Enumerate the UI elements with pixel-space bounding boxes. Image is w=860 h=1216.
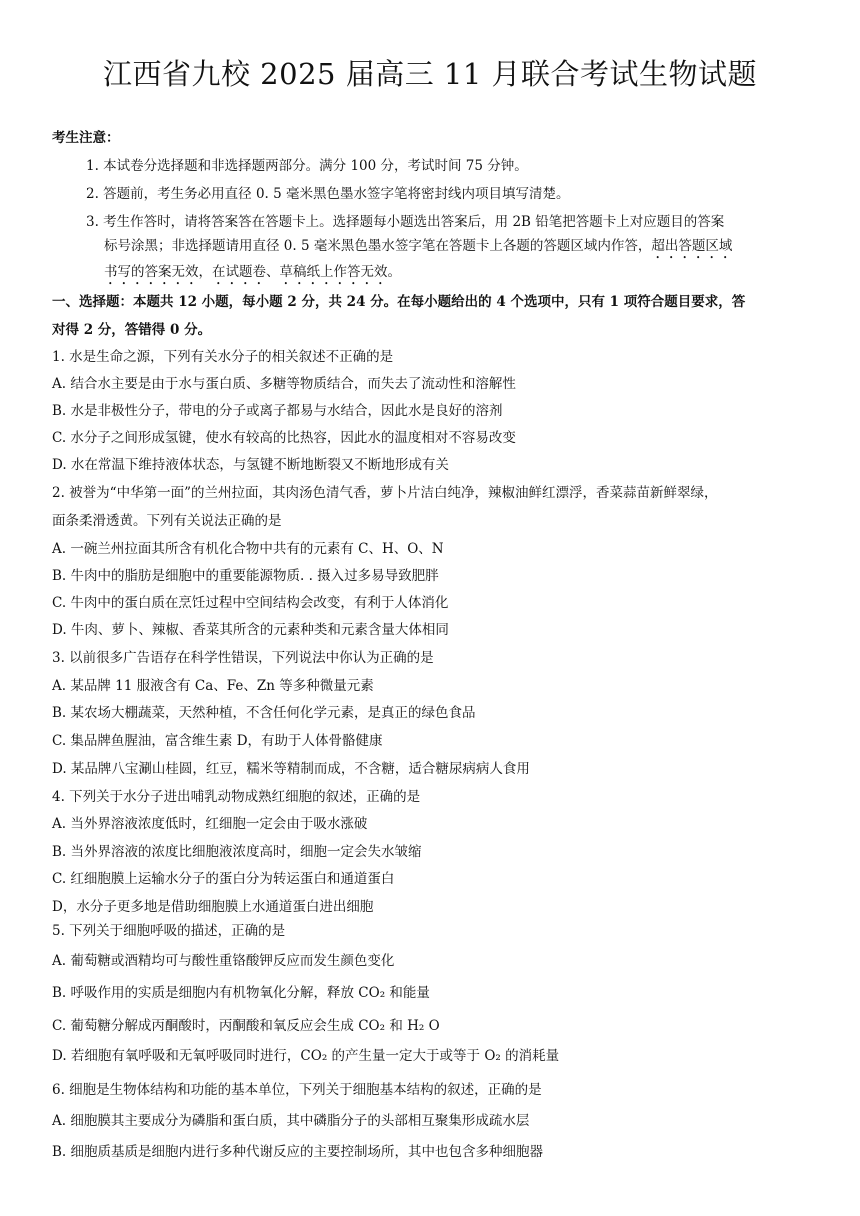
emphasis-text: 在试题卷、草稿纸上作答无效: [212, 264, 388, 280]
notice-text: 。: [387, 264, 401, 280]
notice-item: 1. 本试卷分选择题和非选择题两部分。满分 100 分，考试时间 75 分钟。: [86, 158, 528, 174]
question-option: C. 牛肉中的蛋白质在烹饪过程中空间结构会改变，有利于人体消化: [52, 595, 449, 611]
question-option: A. 葡萄糖或酒精均可与酸性重铬酸钾反应而发生颜色变化: [52, 953, 395, 969]
notice-item: 2. 答题前，考生务必用直径 0. 5 毫米黑色墨水签字笔将密封线内项目填写清楚。: [86, 186, 570, 202]
question-option: B. 细胞质基质是细胞内进行多种代谢反应的主要控制场所，其中也包含多种细胞器: [52, 1144, 544, 1160]
question-option: D. 若细胞有氧呼吸和无氧呼吸同时进行，CO₂ 的产生量一定大于或等于 O₂ 的消耗量: [52, 1048, 560, 1064]
question-option: D，水分子更多地是借助细胞膜上水通道蛋白进出细胞: [52, 899, 374, 915]
question-option: B. 牛肉中的脂肪是细胞中的重要能源物质. . 摄入过多易导致肥胖: [52, 568, 439, 584]
question-option: A. 结合水主要是由于水与蛋白质、多糖等物质结合，而失去了流动性和溶解性: [52, 376, 516, 392]
question-option: D. 水在常温下维持液体状态，与氢键不断地断裂又不断地形成有关: [52, 457, 449, 473]
notice-item: 3. 考生作答时，请将答案答在答题卡上。选择题每小题选出答案后，用 2B 铅笔把答题卡上对应题目的答案: [86, 214, 725, 230]
notice-text: 标号涂黑；非选择题请用直径 0. 5 毫米黑色墨水签字笔在答题卡上各题的答题区域内作答，: [104, 238, 652, 254]
question-stem: 2. 被誉为“中华第一面”的兰州拉面，其肉汤色清气香，萝卜片洁白纯净，辣椒油鲜红漂浮，香菜蒜苗新鲜翠绿，: [52, 485, 718, 501]
notice-item-continued: [104, 258, 812, 288]
question-option: C. 红细胞膜上运输水分子的蛋白分为转运蛋白和通道蛋白: [52, 871, 395, 887]
page-title: 江西省九校 2025 届高三 11 月联合考试生物试题: [102, 57, 758, 91]
notice-heading: 考生注意：: [52, 130, 120, 146]
question-stem: 5. 下列关于细胞呼吸的描述，正确的是: [52, 923, 286, 939]
question-option: D. 某品牌八宝涮山桂圆，红豆，糯米等精制而成，不含糖，适合糖尿病病人食用: [52, 761, 530, 777]
question-option: A. 一碗兰州拉面其所含有机化合物中共有的元素有 C、H、O、N: [52, 541, 444, 557]
question-option: B. 某农场大棚蔬菜，天然种植，不含任何化学元素，是真正的绿色食品: [52, 705, 476, 721]
question-option: A. 某品牌 11 服液含有 Ca、Fe、Zn 等多种微量元素: [52, 678, 374, 694]
question-option: B. 水是非极性分子，带电的分子或离子都易与水结合，因此水是良好的溶剂: [52, 403, 503, 419]
question-option: B. 当外界溶液的浓度比细胞液浓度高时，细胞一定会失水皱缩: [52, 844, 422, 860]
question-stem: 3. 以前很多广告语存在科学性错误，下列说法中你认为正确的是: [52, 650, 434, 666]
question-option: C. 水分子之间形成氢键，使水有较高的比热容，因此水的温度相对不容易改变: [52, 430, 516, 446]
section-heading: 一、选择题：本题共 12 小题，每小题 2 分，共 24 分。在每小题给出的 4 个选项中，只有 1 项符合题目要求，答: [52, 294, 746, 310]
question-option: C. 葡萄糖分解成丙酮酸时，丙酮酸和氧反应会生成 CO₂ 和 H₂ O: [52, 1018, 440, 1034]
question-option: A. 当外界溶液浓度低时，红细胞一定会由于吸水涨破: [52, 816, 368, 832]
emphasis-text: 超出答题区域: [651, 238, 733, 254]
section-heading-continued: 对得 2 分，答错得 0 分。: [52, 322, 212, 338]
notice-text: ，: [198, 264, 212, 280]
emphasis-text: 书写的答案无效: [104, 264, 199, 280]
question-stem-continued: 面条柔滑透黄。下列有关说法正确的是: [52, 513, 282, 529]
question-stem: 6. 细胞是生物体结构和功能的基本单位，下列关于细胞基本结构的叙述，正确的是: [52, 1082, 542, 1098]
question-option: A. 细胞膜其主要成分为磷脂和蛋白质，其中磷脂分子的头部相互聚集形成疏水层: [52, 1113, 530, 1129]
question-option: D. 牛肉、萝卜、辣椒、香菜其所含的元素种类和元素含量大体相同: [52, 622, 449, 638]
question-stem: 1. 水是生命之源，下列有关水分子的相关叙述不正确的是: [52, 349, 394, 365]
question-stem: 4. 下列关于水分子进出哺乳动物成熟红细胞的叙述，正确的是: [52, 789, 421, 805]
question-option: B. 呼吸作用的实质是细胞内有机物氧化分解，释放 CO₂ 和能量: [52, 985, 430, 1001]
question-option: C. 集品牌鱼腥油，富含维生素 D，有助于人体骨骼健康: [52, 733, 383, 749]
